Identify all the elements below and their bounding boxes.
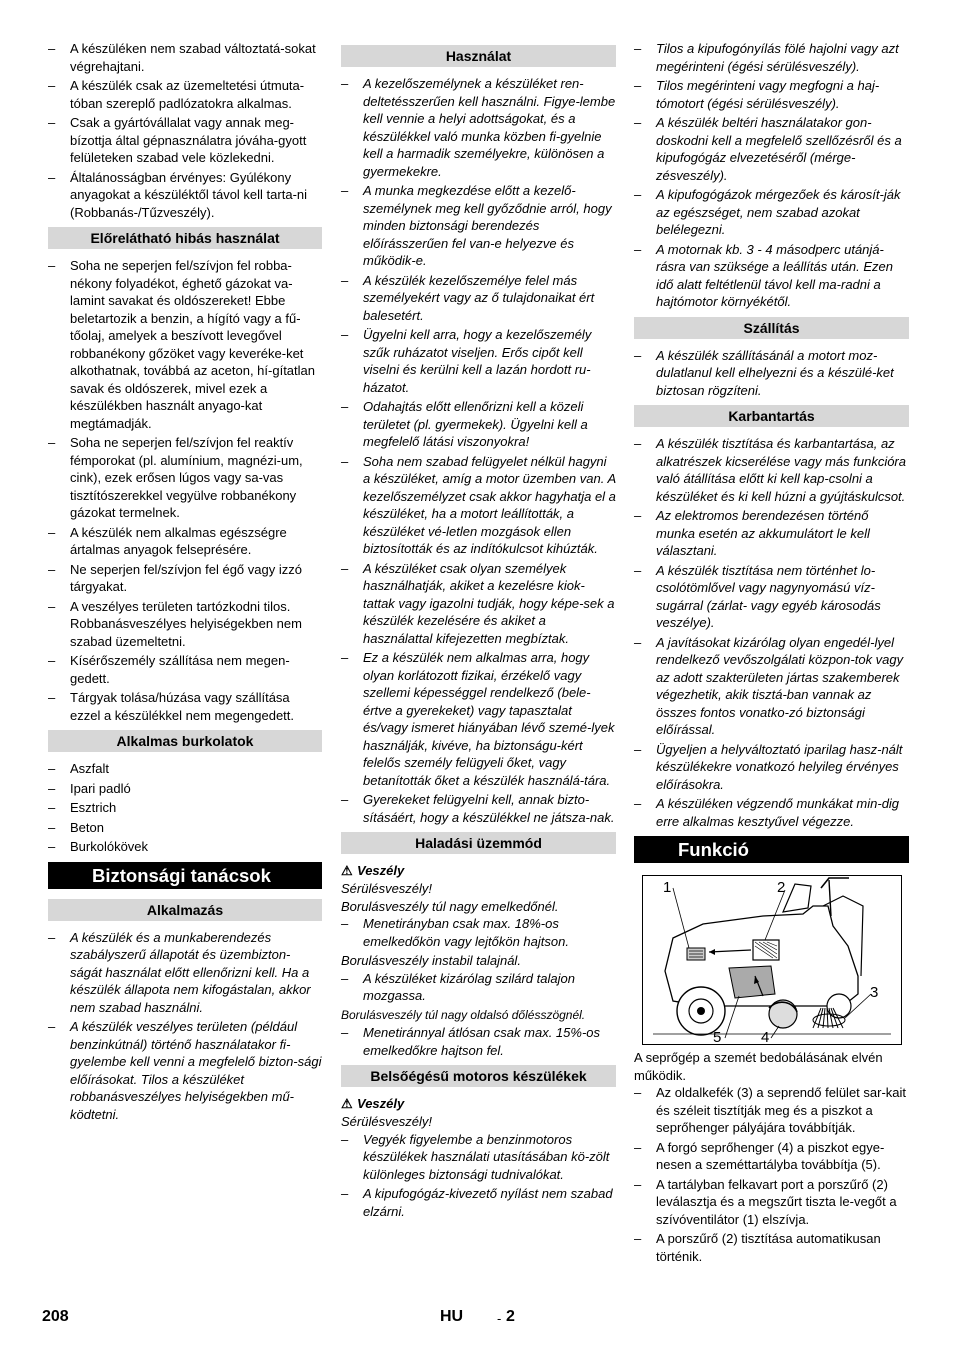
list-item: – Ez a készülék nem alkalmas arra, hogy olyan korlátozott fizikai, érzékelő vagy szellemi képességgel rendelkező (bele-értve a gyerekeket) vagy tapasztalat és/vagy ismeret hiányában lévő szemé-lyek használják, kivéve, ha biztonságu-kért felelős személy felügyeli őket, vagy betanították őket a készülék használá-tára. (341, 649, 616, 789)
list-item: – Menetirányban csak max. 18%-os emelkedőkön vagy lejtőkön hajtson. (341, 915, 616, 950)
section-heading-application: Alkalmazás (48, 899, 322, 921)
list-item: – Ügyeljen a helyváltoztató iparilag hasz-nált készülékekre vonatkozó helyileg érvényes előírásokra. (634, 741, 909, 794)
sweeper-diagram (643, 876, 901, 1044)
tip-side-text: Borulásveszély túl nagy oldalsó dőlésszögnél. (341, 1007, 586, 1022)
list-item: – A készülék veszélyes területen (például benzinkútnál) történő használatakor fi-gyelembe kell venni a megfelelő bizton-sági előírásokat. Tilos a készüléket robbanásveszélyes helyiségekben mű-ködtetni. (48, 1018, 322, 1123)
list-item: – A készülék nem alkalmas egészségre ártalmas anyagok felseprésére. (48, 524, 322, 559)
footer-language: HU (440, 1308, 464, 1325)
function-intro: A seprőgép a szemét bedobálásának elvén működik. (634, 1050, 883, 1083)
list-item: – A készüléket csak olyan személyek használhatják, akiket a kezelésre kiok-tattak vagy igazolni tudják, hogy képe-sek a készülék kezelésére és akiket a használattal kifejezetten megbíztak. (341, 560, 616, 648)
section-heading-use: Használat (341, 45, 616, 67)
list-item: – A kezelőszemélynek a készüléket ren-deltetésszerűen kell használni. Figye-lembe kell vennie a helyi adottságokat, és a készülékkel való munka közben fi-gyelnie kell a harmadik személyekre, különösen a gyermekekre. (341, 75, 616, 180)
figure-label-5: 5 (712, 1029, 721, 1044)
footer-subpage: 2 (506, 1308, 515, 1325)
section-heading-misuse: Előrelátható hibás használat (48, 227, 322, 249)
sweeper-figure (642, 875, 902, 1045)
list-item: – A készülék és a munkaberendezés szabályszerű állapotát és üzembizton-ságát használat előtt ellenőrizni kell. Ha a készülék állapota nem kifogástalan, akkor nem szabad használni. (48, 929, 322, 1017)
list-item: – Ipari padló (48, 780, 322, 798)
list-item: – Az elektromos berendezésen történő munka esetén az akkumulátort le kell választani. (634, 507, 909, 560)
maintenance-list (634, 435, 909, 830)
list-item: – Ne seperjen fel/szívjon fel égő vagy izzó tárgyakat. (48, 561, 322, 596)
figure-label-1: 1 (662, 879, 671, 896)
list-item: – A készüléket kizárólag szilárd talajon mozgassa. (341, 970, 616, 1005)
section-heading-transport: Szállítás (634, 317, 909, 339)
list-item: – Aszfalt (48, 760, 322, 778)
main-heading-safety: Biztonsági tanácsok (48, 862, 322, 889)
injury-text: Sérülésveszély! (341, 1114, 433, 1129)
list-item: – A motornak kb. 3 - 4 másodperc utánjá-rásra van szüksége a leállítás után. Ezen idő alatt feltétlenül távol kell ma-radni a hajtómotor környékétől. (634, 241, 909, 311)
column-middle (341, 40, 616, 1222)
list-item: – Beton (48, 819, 322, 837)
column-left (48, 40, 322, 1125)
list-item: – Tárgyak tolása/húzása vagy szállítása ezzel a készülékkel nem megengedett. (48, 689, 322, 724)
section-heading-maintenance: Karbantartás (634, 405, 909, 427)
list-item: – A készülék csak az üzemeltetési útmuta-tóban szereplő padlózatokra alkalmas. (48, 77, 322, 112)
page-number: 208 (42, 1308, 69, 1325)
column-right (634, 40, 909, 1267)
list-item: – Kísérőszemély szállítása nem megen-gedett. (48, 652, 322, 687)
section-heading-engine: Belsőégésű motoros készülékek (341, 1065, 616, 1087)
list-item: – A tartályban felkavart port a porszűrő (2) leválasztja és a megszűrt tiszta le-vegőt a szívóventilátor (1) elszívja. (634, 1176, 909, 1229)
list-item: – Tilos megérinteni vagy megfogni a haj-tómotort (égési sérülésveszély). (634, 77, 909, 112)
figure-label-2: 2 (776, 879, 785, 896)
list-item: – Ügyelni kell arra, hogy a kezelőszemély szűk ruházatot viseljen. Erős cipőt kell viselni és kerülni kell a lazán hordott ru-házatot. (341, 326, 616, 396)
figure-label-4: 4 (760, 1029, 769, 1044)
list-item: – A porszűrő (2) tisztítása automatikusan történik. (634, 1230, 909, 1265)
list-item: – A készüléken végzendő munkákat min-dig erre alkalmas kesztyűvel végezze. (634, 795, 909, 830)
intro-list (48, 40, 322, 221)
list-item: – A készülék kezelőszemélye felel más személyekért vagy az ő tulajdonaikat ért balesetért. (341, 272, 616, 325)
list-item: – A készülék tisztítása és karbantartása, az alkatrészek kicserélése vagy más funkcióra való átállítása előtt ki kell kap-csolni a készüléket és ki kell húzni a gyújtáskulcsot. (634, 435, 909, 505)
list-item: – Soha ne seperjen fel/szívjon fel reaktív fémporokat (pl. alumínium, magnézi-um, cink), ezek erősen lúgos vagy sa-vas tisztítószerekkel vegyülve robbanékony gázokat termelnek. (48, 434, 322, 522)
list-item: – Csak a gyártóvállalat vagy annak meg-bízottja által gépnasználatra jóváha-gyott felületeken szabad vele közlekedni. (48, 114, 322, 167)
figure-label-3: 3 (869, 984, 878, 1001)
engine-list-cont (634, 40, 909, 311)
section-heading-drive: Haladási üzemmód (341, 832, 616, 854)
list-item: – Soha ne seperjen fel/szívjon fel robba-nékony folyadékot, éghető gázokat va-lamint savakat és oldószereket! Ebbe beletartozik a benzin, a hígító vagy a fű-tőolaj, amelyek a beszívott levegővel robbanékony gőzöket vagy keveréke-ket alkothatnak, továbbá az aceton, hí-gítatlan savak és oldószerek, mivel ezek a készülékben használt anyago-kat megtámadják. (48, 257, 322, 432)
list-item: – Vegyék figyelembe a benzinmotoros készülékek használati utasításában kö-zölt különleges biztonsági tudnivalókat. (341, 1131, 616, 1184)
list-item: – Menetiránnyal átlósan csak max. 15%-os emelkedőkre hajtson fel. (341, 1024, 616, 1059)
list-item: – Általánosságban érvényes: Gyúlékony anyagokat a készüléktől távol kell tarta-ni (Robbanás-/Tűzveszély). (48, 169, 322, 222)
list-item: – A munka megkezdése előtt a kezelő-személynek meg kell győződnie arról, hogy minden biztonsági berendezés előírásszerűen fel van-e helyezve és működik-e. (341, 182, 616, 270)
list-item: – Esztrich (48, 799, 322, 817)
danger-label: ⚠ Veszély (341, 863, 405, 878)
application-list (48, 929, 322, 1124)
section-heading-surfaces: Alkalmas burkolatok (48, 730, 322, 752)
function-list (634, 1084, 909, 1265)
list-item: – Odahajtás előtt ellenőrizni kell a közeli területet (pl. gyermekek). Ügyelni kell a megfelelő látási viszonyokra! (341, 398, 616, 451)
list-item: – Burkolókövek (48, 838, 322, 856)
list-item: – Tilos a kipufogónyílás fölé hajolni vagy azt megérinteni (égési sérülésveszély). (634, 40, 909, 75)
tip-ground-text: Borulásveszély instabil talajnál. (341, 953, 521, 968)
list-item: – Soha nem szabad felügyelet nélkül hagyni a készüléket, amíg a motor üzemben van. A kezelőszemélyzet csak akkor hagyhatja el a készüléket, ha a motort leállították, a készüléket vé-letlen mozgások ellen biztosították és az indítókulcsot kihúzták. (341, 453, 616, 558)
warning-triangle-icon: ⚠ (341, 1096, 353, 1111)
list-item: – A kipufogógáz-kivezető nyílást nem szabad elzárni. (341, 1185, 616, 1220)
list-item: – A készüléken nem szabad változtatá-sokat végrehajtani. (48, 40, 322, 75)
injury-text: Sérülésveszély! (341, 881, 433, 896)
list-item: – A kipufogógázok mérgezőek és károsít-ják az egészséget, nem szabad azokat belélegezni. (634, 186, 909, 239)
list-item: – Gyerekeket felügyelni kell, annak bizto-sításáért, hogy a készülékkel ne játsza-nak. (341, 791, 616, 826)
warning-triangle-icon: ⚠ (341, 863, 353, 878)
list-item: – A készülék tisztítása nem történhet lo-csolótömlővel vagy nagynyomású víz-sugárral (zárlat- vagy egyéb károsodás veszélye). (634, 562, 909, 632)
list-item: – A készülék szállításánál a motort moz-dulatlanul kell elhelyezni és a készülé-ket biztosan rögzíteni. (634, 347, 909, 400)
tip-slope-text: Borulásveszély túl nagy emelkedőnél. (341, 898, 559, 914)
use-list (341, 75, 616, 826)
list-item: – A készülék beltéri használatakor gon-doskodni kell a megfelelő szellőzésről és a kipufogógáz elvezetéséről (mérge-zésveszély). (634, 114, 909, 184)
list-item: – A forgó seprőhenger (4) a piszkot egye-nesen a szeméttartályba továbbítja (5). (634, 1139, 909, 1174)
misuse-list (48, 257, 322, 724)
main-heading-function: Funkció (634, 836, 909, 863)
list-item: – A javításokat kizárólag olyan engedél-lyel rendelkező vevőszolgálati közpon-tok vagy az adott szakterületen jártas szakemberek végezhetik, akik tisztá-ban vannak az összes fontos vonatko-zó biztonsági előírással. (634, 634, 909, 739)
list-item: – Az oldalkefék (3) a seprendő felület sar-kait és széleit tisztítják meg és a piszkot a seprőhenger pályájára továbbítják. (634, 1084, 909, 1137)
footer-separator: - (497, 1311, 502, 1326)
list-item: – A veszélyes területen tartózkodni tilos. Robbanásveszélyes helyiségekben nem szabad üzemeltetni. (48, 598, 322, 651)
surfaces-list (48, 760, 322, 856)
danger-label: ⚠ Veszély (341, 1096, 405, 1111)
